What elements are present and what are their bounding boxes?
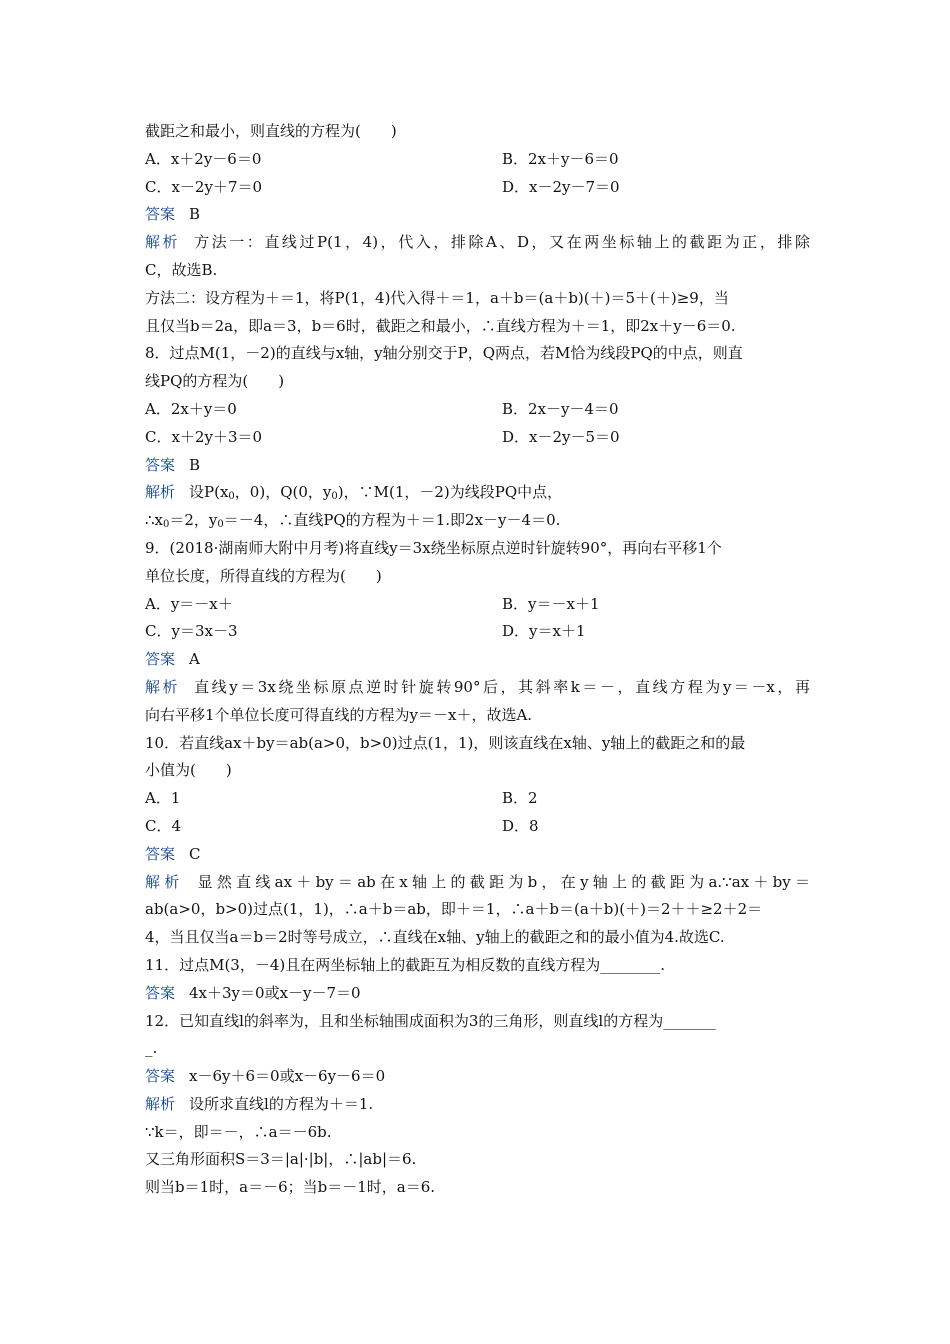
q7-answer bbox=[145, 201, 810, 229]
q11-answer-value: 4x＋3y＝0或x－y－7＝0 bbox=[189, 983, 361, 1002]
q7-analysis-text-1: 方法一：直线过P(1，4)，代入，排除A、D，又在两坐标轴上的截距为正，排除 bbox=[194, 233, 810, 252]
q10-option-c: C．4 bbox=[145, 816, 182, 835]
q7-method2-line-1: 方法二：设方程为＋＝1，将P(1，4)代入得＋＝1，a＋b＝(a＋b)(＋)＝5＋(＋)≥9，当 bbox=[145, 288, 729, 307]
q10-stem-line-1: 10．若直线ax＋by＝ab(a>0，b>0)过点(1，1)，则该直线在x轴、y轴上的截距之和的最 bbox=[145, 733, 746, 752]
q10-stem-line-2: 小值为( ) bbox=[145, 761, 232, 780]
answer-label: 答案 bbox=[145, 983, 176, 1002]
q10-analysis-line-3: 4，当且仅当a＝b＝2时等号成立，∴直线在x轴、y轴上的截距之和的最小值为4.故选C. bbox=[145, 928, 725, 947]
subscript-zero: 0 bbox=[228, 491, 235, 503]
answer-label: 答案 bbox=[145, 205, 176, 224]
q7-analysis-line-1 bbox=[145, 229, 810, 257]
q9-answer bbox=[145, 646, 810, 674]
q8-stem-line-1: 8．过点M(1，－2)的直线与x轴，y轴分别交于P，Q两点，若M恰为线段PQ的中点，则直 bbox=[145, 344, 743, 363]
q8-stem-line-2: 线PQ的方程为( ) bbox=[145, 372, 285, 391]
q7-option-d: D．x－2y－7＝0 bbox=[502, 177, 620, 196]
subscript-zero: 0 bbox=[331, 491, 338, 503]
q8-analysis-text-1c: )，∵M(1，－2)为线段PQ中点， bbox=[337, 483, 563, 502]
q10-analysis-line-1 bbox=[145, 869, 810, 897]
q8-analysis-line-1 bbox=[145, 479, 810, 507]
document-page bbox=[145, 118, 810, 1202]
subscript-zero: 0 bbox=[163, 519, 170, 531]
q9-option-d: D．y＝x＋1 bbox=[502, 622, 586, 641]
q12-stem-line-2: _. bbox=[145, 1039, 158, 1058]
q11-answer bbox=[145, 980, 810, 1008]
q8-options-row-1 bbox=[145, 396, 810, 424]
q7-options-row-2 bbox=[145, 174, 810, 202]
q8-analysis-text-2b: ＝2，y bbox=[169, 511, 218, 530]
q9-analysis-line-1 bbox=[145, 674, 810, 702]
q12-analysis-line-4: 则当b＝1时，a＝－6；当b＝－1时，a＝6. bbox=[145, 1178, 436, 1197]
q7-stem: 截距之和最小，则直线的方程为( ) bbox=[145, 122, 397, 140]
q7-option-c: C．x－2y＋7＝0 bbox=[145, 177, 263, 196]
q7-method2-line-2: 且仅当b＝2a，即a＝3，b＝6时，截距之和最小，∴直线方程为＋＝1，即2x＋y－6＝0. bbox=[145, 316, 736, 335]
q9-analysis-text-1: 直线y＝3x绕坐标原点逆时针旋转90°后，其斜率k＝－，直线方程为y＝－x，再 bbox=[194, 677, 810, 696]
q7-option-b: B．2x＋y－6＝0 bbox=[502, 149, 619, 168]
q9-options-row-2 bbox=[145, 618, 810, 646]
answer-label: 答案 bbox=[145, 844, 176, 863]
q12-analysis-line-1 bbox=[145, 1091, 810, 1119]
q10-answer-value: C bbox=[189, 844, 201, 863]
analysis-label: 解析 bbox=[145, 483, 176, 502]
analysis-label: 解析 bbox=[145, 872, 184, 891]
q10-answer bbox=[145, 841, 810, 869]
q8-answer-value: B bbox=[189, 455, 201, 474]
q8-option-d: D．x－2y－5＝0 bbox=[502, 427, 620, 446]
q10-option-b: B．2 bbox=[502, 789, 538, 808]
q8-analysis-text-2c: ＝－4，∴直线PQ的方程为＋＝1.即2x－y－4＝0. bbox=[223, 511, 561, 530]
q12-analysis-line-3: 又三角形面积S＝3＝|a|·|b|，∴|ab|＝6. bbox=[145, 1150, 417, 1169]
q7-analysis-line-2: C，故选B. bbox=[145, 260, 218, 279]
q12-answer-value: x－6y＋6＝0或x－6y－6＝0 bbox=[189, 1067, 386, 1086]
q7-answer-value: B bbox=[189, 205, 201, 224]
answer-label: 答案 bbox=[145, 650, 176, 669]
answer-label: 答案 bbox=[145, 455, 176, 474]
q9-answer-value: A bbox=[189, 650, 200, 669]
q9-options-row-1 bbox=[145, 591, 810, 619]
q9-analysis-line-2: 向右平移1个单位长度可得直线的方程为y＝－x＋，故选A. bbox=[145, 705, 533, 724]
q9-stem-line-1: 9．(2018·湖南师大附中月考)将直线y＝3x绕坐标原点逆时针旋转90°，再向右平移1个 bbox=[145, 538, 722, 557]
analysis-label: 解析 bbox=[145, 677, 181, 696]
q10-option-d: D．8 bbox=[502, 816, 539, 835]
q10-options-row-2 bbox=[145, 813, 810, 841]
q12-analysis-text-1: 设所求直线l的方程为＋＝1. bbox=[189, 1094, 374, 1113]
q10-option-a: A．1 bbox=[145, 789, 181, 808]
q8-option-b: B．2x－y－4＝0 bbox=[502, 399, 619, 418]
q8-analysis-text-1b: ，0)，Q(0，y bbox=[234, 483, 332, 502]
q9-option-b: B．y＝－x＋1 bbox=[502, 594, 600, 613]
q12-stem-line-1: 12．已知直线l的斜率为，且和坐标轴围成面积为3的三角形，则直线l的方程为_______ bbox=[145, 1011, 716, 1030]
q12-answer bbox=[145, 1063, 810, 1091]
q10-analysis-text-1: 显然直线ax＋by＝ab在x轴上的截距为b，在y轴上的截距为a.∵ax＋by＝ bbox=[197, 872, 810, 891]
q9-option-c: C．y＝3x－3 bbox=[145, 622, 238, 641]
q8-analysis-text-1a: 设P(x bbox=[189, 483, 229, 502]
q7-option-a: A．x＋2y－6＝0 bbox=[145, 149, 262, 168]
q8-option-c: C．x＋2y＋3＝0 bbox=[145, 427, 263, 446]
q8-analysis-line-2 bbox=[145, 507, 810, 535]
q8-answer bbox=[145, 452, 810, 480]
q11-stem: 11．过点M(3，－4)且在两坐标轴上的截距互为相反数的直线方程为________. bbox=[145, 955, 666, 974]
subscript-zero: 0 bbox=[217, 519, 224, 531]
q9-stem-line-2: 单位长度，所得直线的方程为( ) bbox=[145, 566, 382, 585]
q9-option-a: A．y＝－x＋ bbox=[145, 594, 233, 613]
q10-options-row-1 bbox=[145, 785, 810, 813]
answer-label: 答案 bbox=[145, 1067, 176, 1086]
q8-options-row-2 bbox=[145, 424, 810, 452]
q8-option-a: A．2x＋y＝0 bbox=[145, 399, 237, 418]
q8-analysis-text-2a: ∴x bbox=[145, 511, 164, 530]
q7-options-row-1 bbox=[145, 146, 810, 174]
q10-analysis-line-2: ab(a>0，b>0)过点(1，1)，∴a＋b＝ab，即＋＝1，∴a＋b＝(a＋b)(＋)＝2＋＋≥2＋2＝ bbox=[145, 900, 763, 919]
analysis-label: 解析 bbox=[145, 233, 181, 252]
analysis-label: 解析 bbox=[145, 1094, 176, 1113]
q12-analysis-line-2: ∵k＝，即＝－，∴a＝－6b. bbox=[145, 1122, 332, 1141]
